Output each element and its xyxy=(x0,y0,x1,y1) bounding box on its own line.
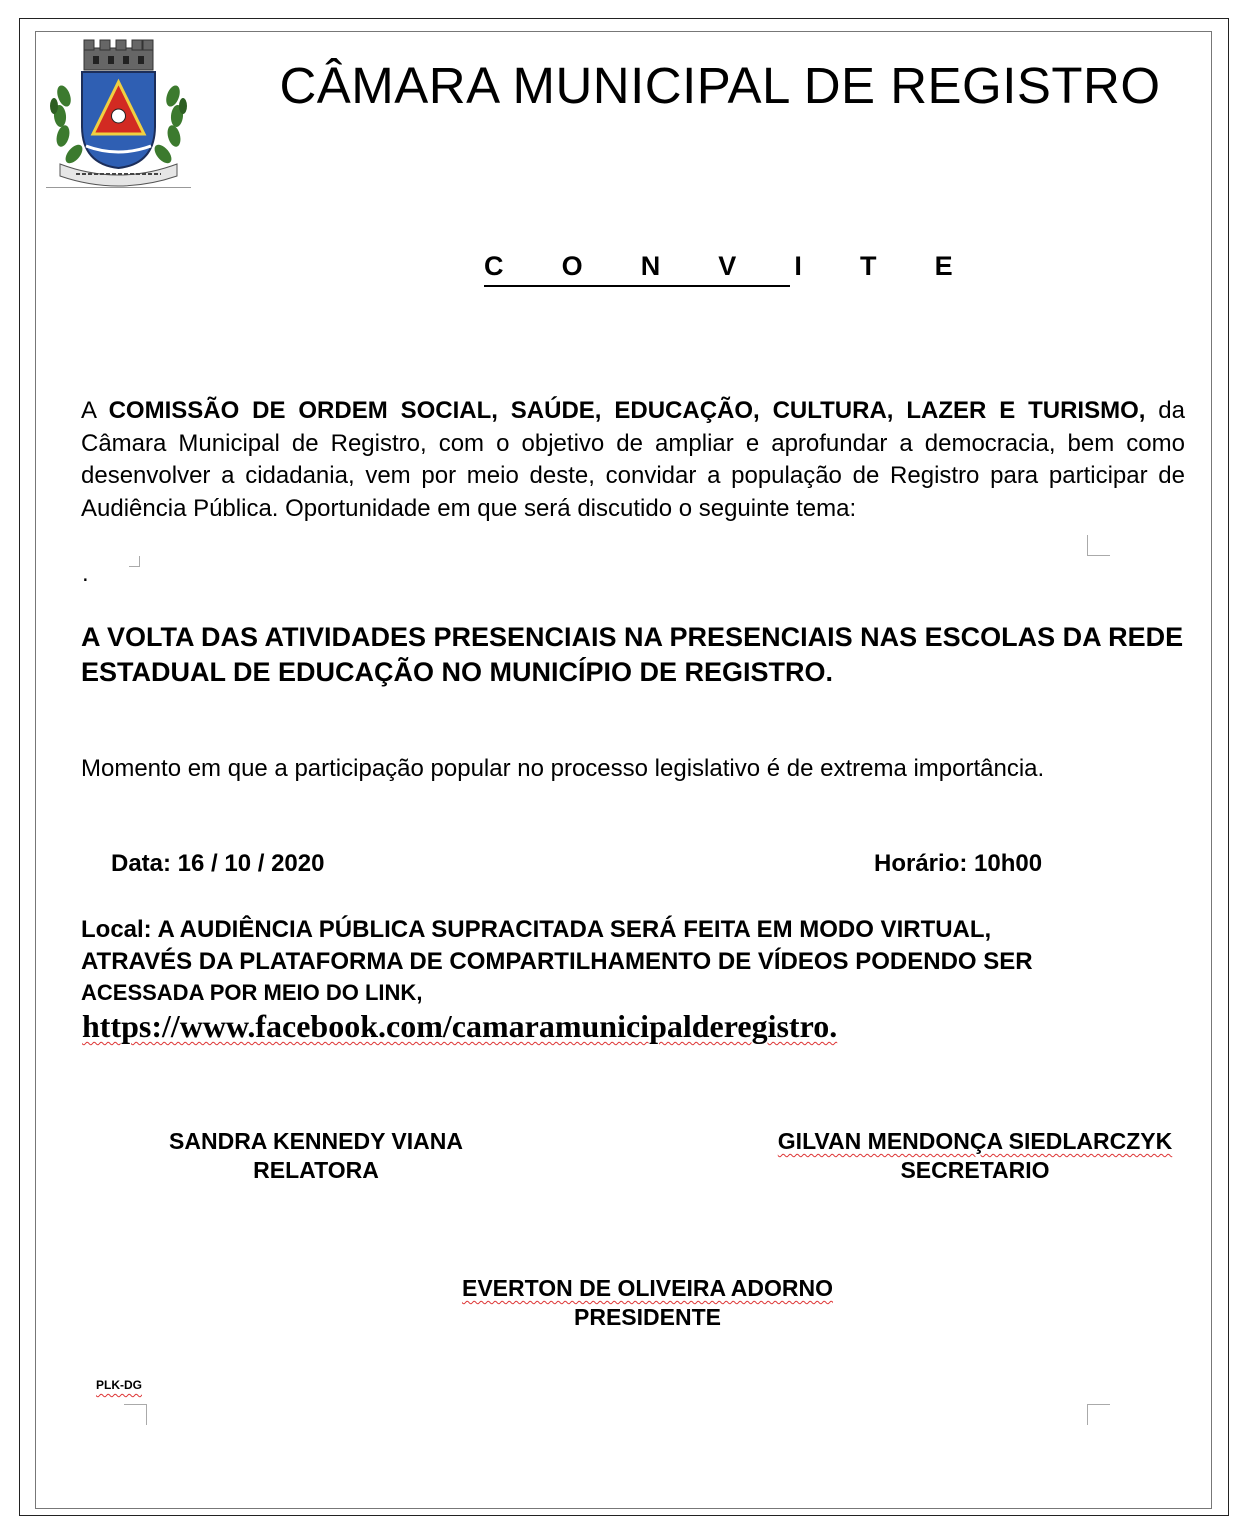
commission-name: COMISSÃO DE ORDEM SOCIAL, SAÚDE, EDUCAÇÃO, CULTURA, LAZER E TURISMO, xyxy=(108,397,1146,424)
signer-role: PRESIDENTE xyxy=(574,1304,721,1330)
signer-role: RELATORA xyxy=(253,1157,379,1183)
participation-note: Momento em que a participação popular no processo legislativo é de extrema importância. xyxy=(81,755,1045,782)
document-code: PLK-DG xyxy=(96,1378,142,1392)
crest-underline xyxy=(46,187,191,188)
signer-name: GILVAN MENDONÇA SIEDLARCZYK xyxy=(777,1128,1173,1154)
page-title: CÂMARA MUNICIPAL DE REGISTRO xyxy=(279,57,1161,114)
hearing-topic: A VOLTA DAS ATIVIDADES PRESENCIAIS NA PRESENCIAIS NAS ESCOLAS DA REDE ESTADUAL DE EDUCAÇÃO NO MUNICÍPIO DE REGISTRO. xyxy=(81,622,1184,687)
location-line: ATRAVÉS DA PLATAFORMA DE COMPARTILHAMENTO DE VÍDEOS PODENDO SER xyxy=(81,947,1033,975)
margin-mark xyxy=(1087,1404,1110,1425)
margin-mark xyxy=(129,556,140,567)
signature-president xyxy=(400,1274,895,1332)
municipal-crest-icon xyxy=(46,36,191,188)
location-line: Local: A AUDIÊNCIA PÚBLICA SUPRACITADA SERÁ FEITA EM MODO VIRTUAL, xyxy=(81,916,992,943)
separator-dot: . xyxy=(82,560,89,587)
event-date: Data: 16 / 10 / 2020 xyxy=(111,850,325,877)
signature-rapporteur xyxy=(140,1127,492,1185)
intro-prefix: A xyxy=(81,397,109,424)
invitation-paragraph xyxy=(81,395,1185,525)
signer-name: SANDRA KENNEDY VIANA xyxy=(169,1128,463,1154)
facebook-link[interactable]: https://www.facebook.com/camaramunicipalderegistro. xyxy=(82,1008,838,1044)
margin-mark xyxy=(1087,535,1110,556)
event-location xyxy=(81,914,1221,1009)
location-line: ACESSADA POR MEIO DO LINK, xyxy=(81,980,423,1005)
document-heading: C O N V I T E xyxy=(484,251,790,287)
signer-name: EVERTON DE OLIVEIRA ADORNO xyxy=(461,1275,834,1301)
signer-role: SECRETARIO xyxy=(900,1157,1050,1183)
intro-text: da Câmara Municipal de Registro, com o objetivo de ampliar e aprofundar a democracia, bem como desenvolver a cidadania, vem por meio deste, convidar a população de Registro para participar de Audiência Pública. Oportunidade em que será discutido o seguinte tema: xyxy=(81,397,1185,522)
signature-secretary xyxy=(740,1127,1210,1185)
event-time: Horário: 10h00 xyxy=(874,850,1043,877)
margin-mark xyxy=(124,1404,147,1425)
